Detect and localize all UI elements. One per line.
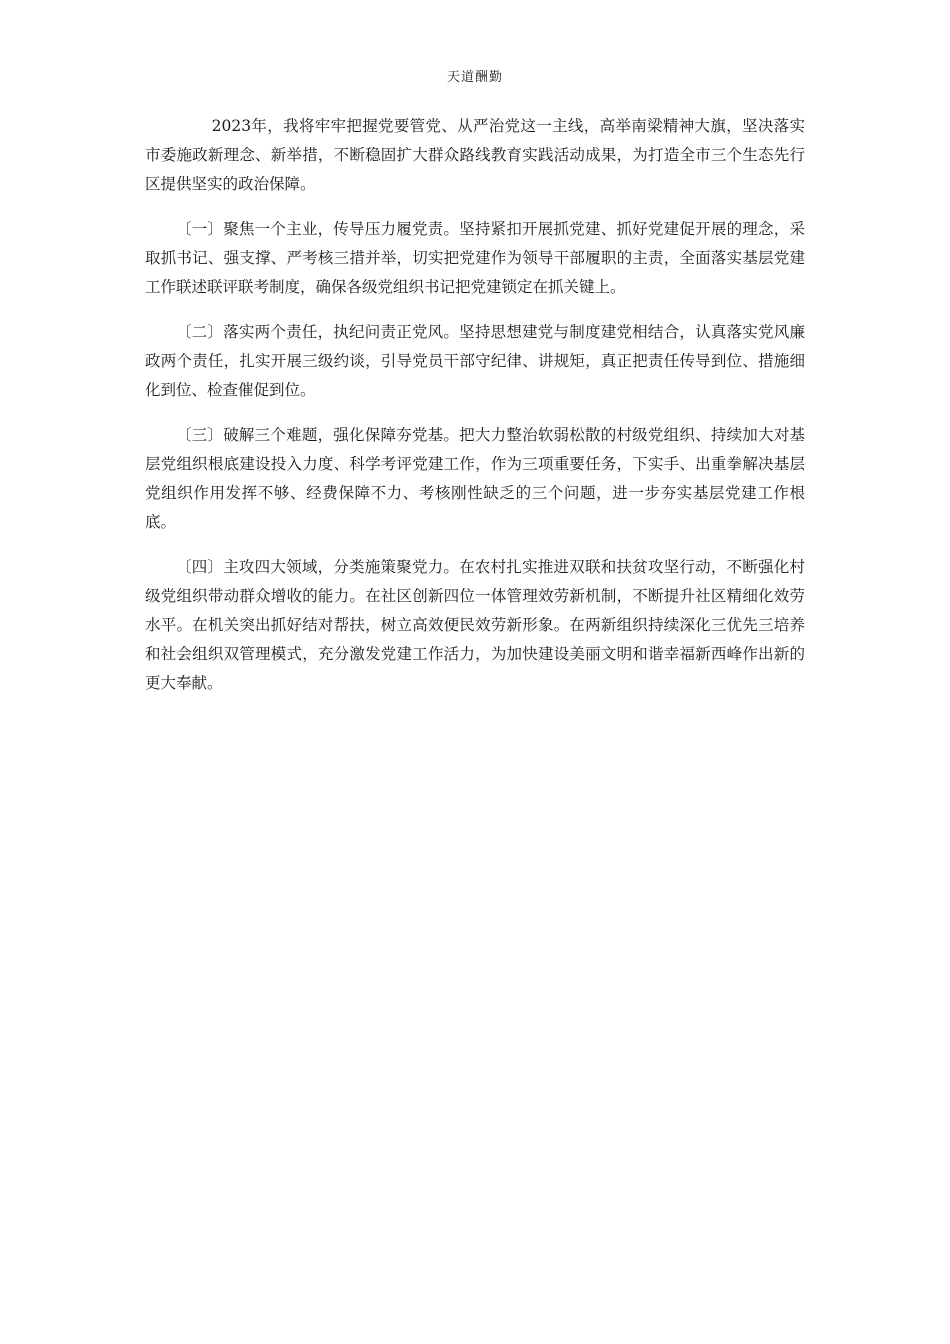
page-header: 天道酬勤	[446, 70, 503, 85]
paragraph-intro: 2023年，我将牢牢把握党要管党、从严治党这一主线，高举南梁精神大旗，坚决落实市委施政新理念、新举措，不断稳固扩大群众路线教育实践活动成果，为打造全市三个生态先行区提供坚实的政治保障。	[145, 117, 805, 193]
document-body	[145, 112, 805, 714]
paragraph-section-4: 〔四〕主攻四大领域，分类施策聚党力。在农村扎实推进双联和扶贫攻坚行动，不断强化村级党组织带动群众增收的能力。在社区创新四位一体管理效劳新机制，不断提升社区精细化效劳水平。在机关突出抓好结对帮扶，树立高效便民效劳新形象。在两新组织持续深化三优先三培养和社会组织双管理模式，充分激发党建工作活力，为加快建设美丽文明和谐幸福新西峰作出新的更大奉献。	[145, 558, 805, 692]
paragraph-section-3: 〔三〕破解三个难题，强化保障夯党基。把大力整治软弱松散的村级党组织、持续加大对基层党组织根底建设投入力度、科学考评党建工作，作为三项重要任务，下实手、出重拳解决基层党组织作用发挥不够、经费保障不力、考核刚性缺乏的三个问题，进一步夯实基层党建工作根底。	[145, 426, 805, 531]
paragraph-section-2: 〔二〕落实两个责任，执纪问责正党风。坚持思想建党与制度建党相结合，认真落实党风廉政两个责任，扎实开展三级约谈，引导党员干部守纪律、讲规矩，真正把责任传导到位、措施细化到位、检查催促到位。	[145, 323, 805, 399]
paragraph-section-1: 〔一〕聚焦一个主业，传导压力履党责。坚持紧扣开展抓党建、抓好党建促开展的理念，采取抓书记、强支撑、严考核三措并举，切实把党建作为领导干部履职的主责，全面落实基层党建工作联述联评联考制度，确保各级党组织书记把党建锁定在抓关键上。	[145, 220, 805, 296]
